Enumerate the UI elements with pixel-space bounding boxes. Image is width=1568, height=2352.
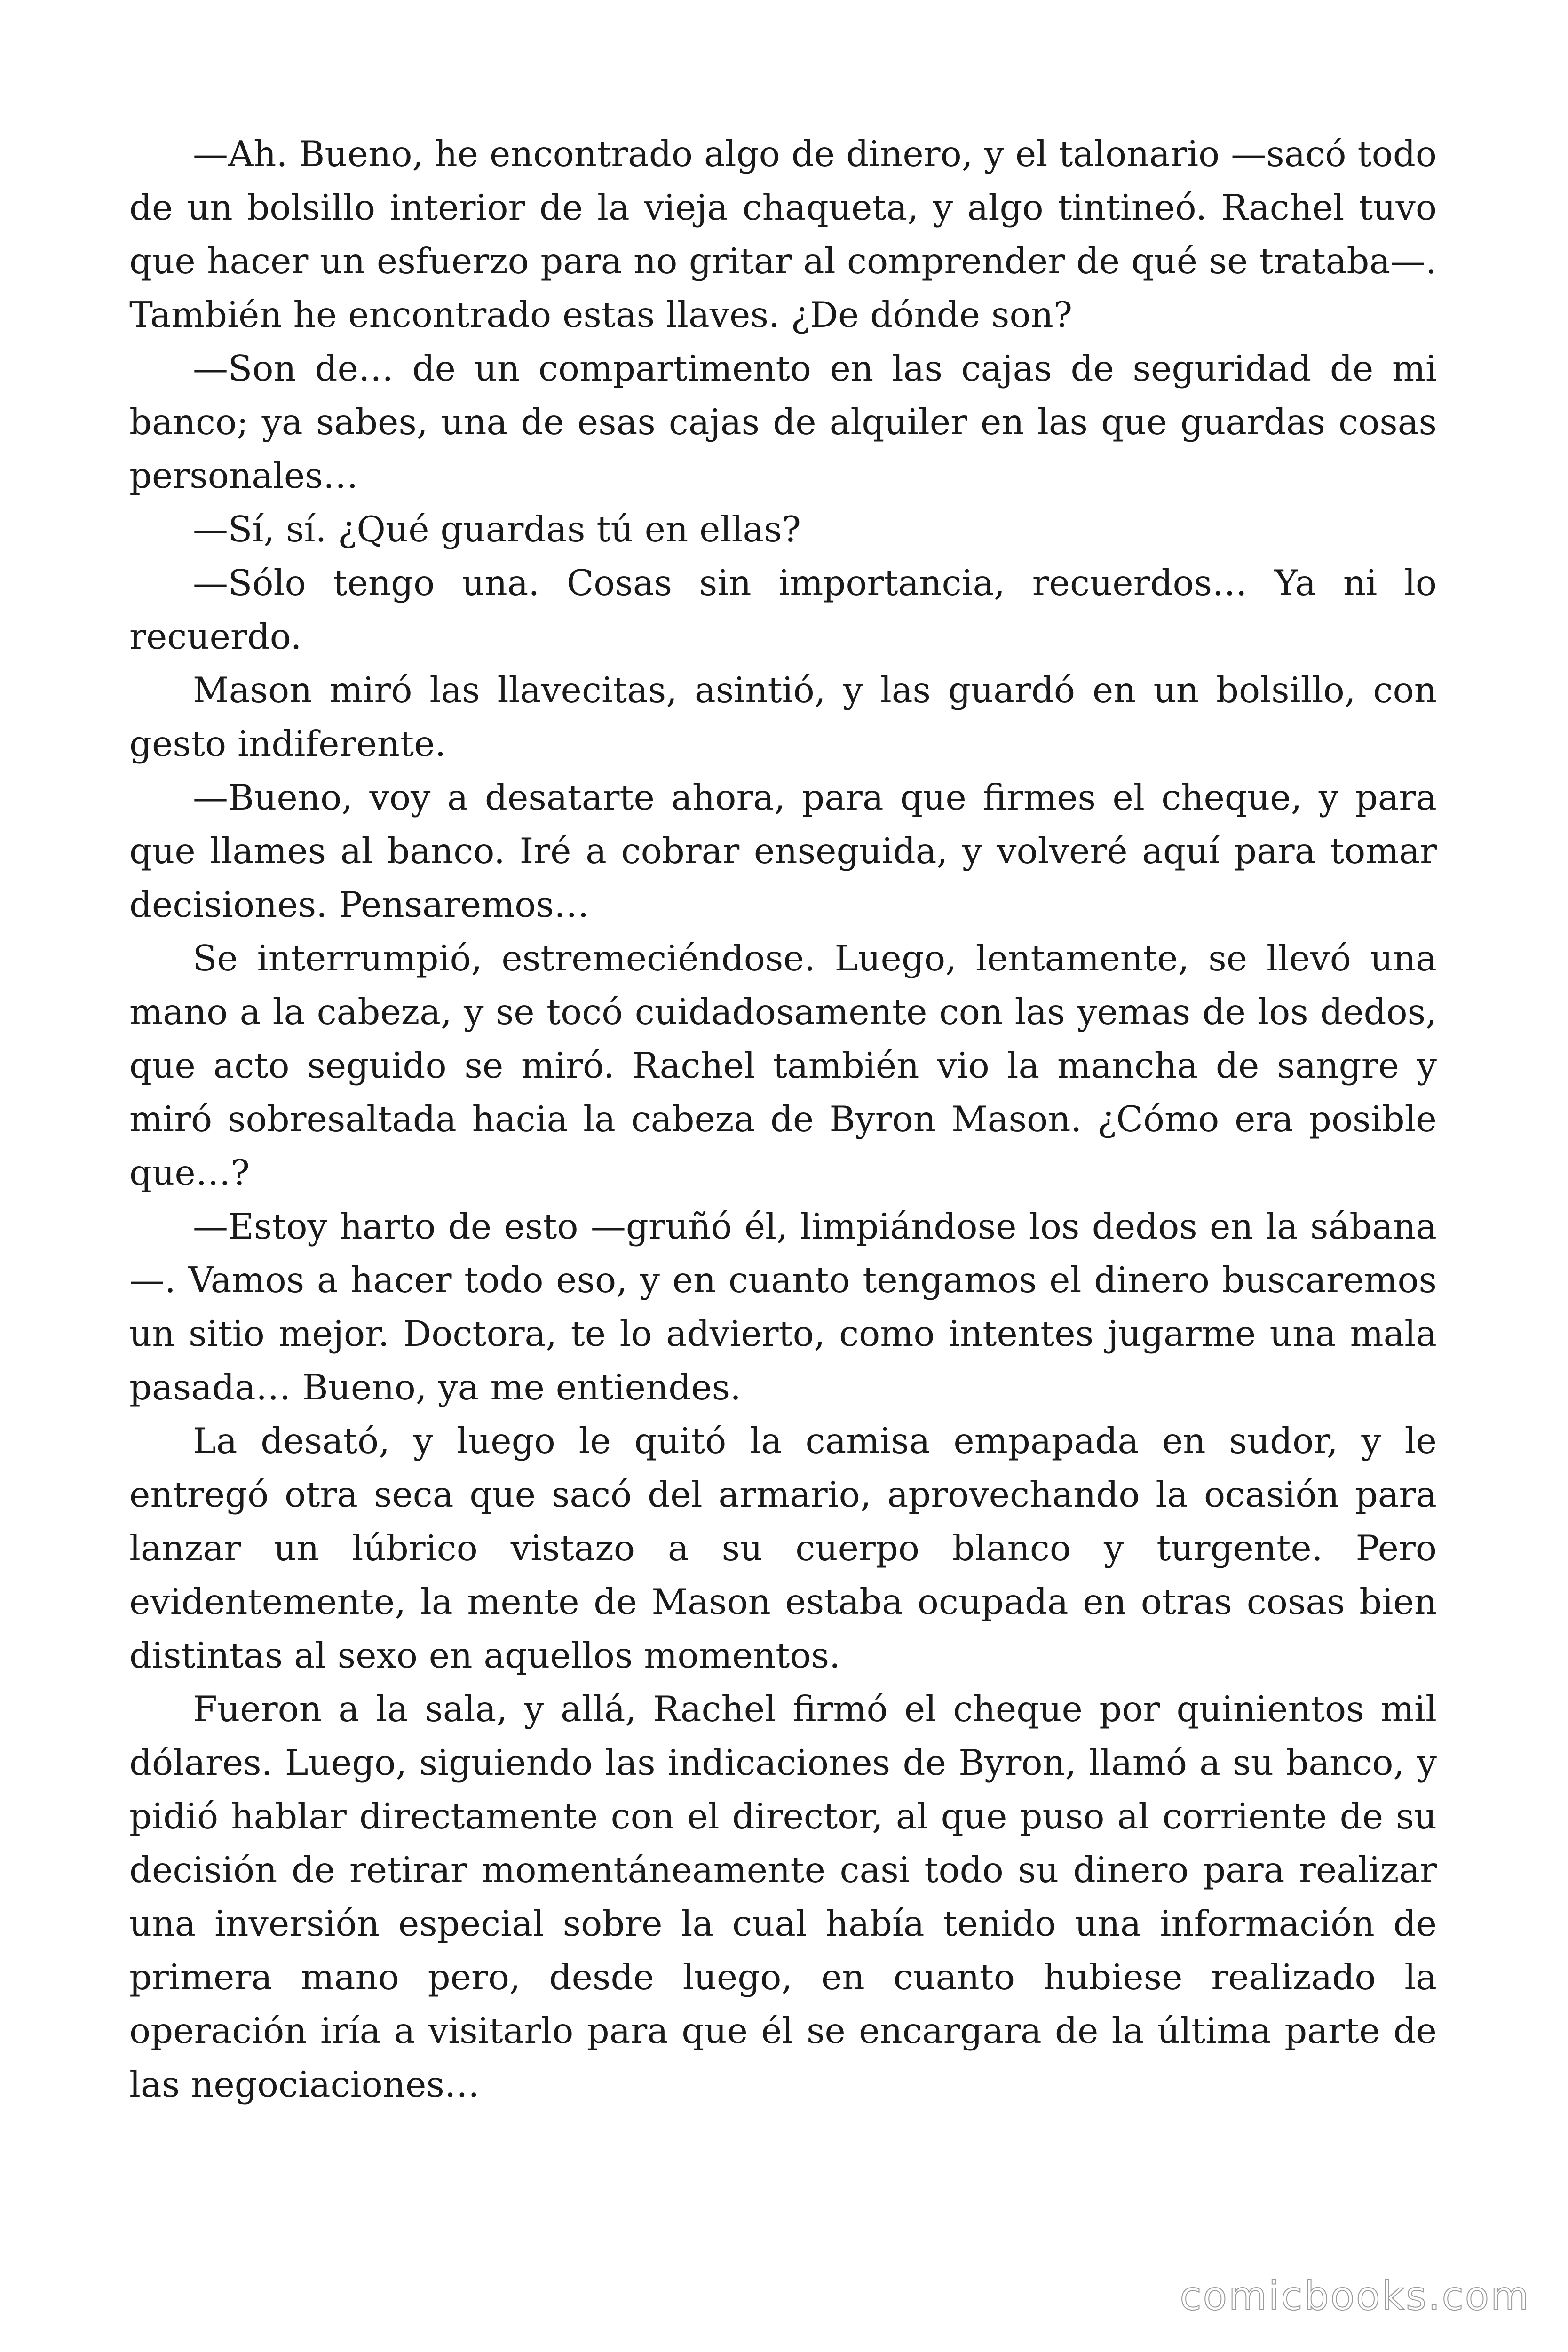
paragraph: Mason miró las llavecitas, asintió, y las guardó en un bolsillo, con gesto indiferente. — [129, 669, 1437, 764]
paragraph: La desató, y luego le quitó la camisa empapada en sudor, y le entregó otra seca que sacó del armario, aprovechando la ocasión para lanzar un lúbrico vistazo a su cuerpo blanco y turgente. Pero evidentemente, la mente de Mason estaba ocupada en otras cosas bien distintas al sexo en aquellos momentos. — [129, 1420, 1437, 1676]
body-text — [129, 127, 1437, 2111]
paragraph: —Son de… de un compartimento en las cajas de seguridad de mi banco; ya sabes, una de esas cajas de alquiler en las que guardas cosas personales… — [129, 348, 1437, 496]
paragraph: —Sí, sí. ¿Qué guardas tú en ellas? — [193, 509, 801, 550]
paragraph: Fueron a la sala, y allá, Rachel firmó el cheque por quinientos mil dólares. Luego, siguiendo las indicaciones de Byron, llamó a su banco, y pidió hablar directamente con el director, al que puso al corriente de su decisión de retirar momentáneamente casi todo su dinero para realizar una inversión especial sobre la cual había tenido una información de primera mano pero, desde luego, en cuanto hubiese realizado la operación iría a visitarlo para que él se encargara de la última parte de las negociaciones… — [129, 1688, 1437, 2105]
paragraph: —Estoy harto de esto —gruñó él, limpiándose los dedos en la sábana—. Vamos a hacer todo eso, y en cuanto tengamos el dinero buscaremos un sitio mejor. Doctora, te lo advierto, como intentes jugarme una mala pasada… Bueno, ya me entiendes. — [129, 1206, 1437, 1408]
paragraph: —Ah. Bueno, he encontrado algo de dinero, y el talonario —sacó todo de un bolsillo interior de la vieja chaqueta, y algo tintineó. Rachel tuvo que hacer un esfuerzo para no gritar al comprender de qué se trataba—. También he encontrado estas llaves. ¿De dónde son? — [129, 133, 1437, 335]
paragraph: —Bueno, voy a desatarte ahora, para que firmes el cheque, y para que llames al banco. Iré a cobrar enseguida, y volveré aquí para tomar decisiones. Pensaremos… — [129, 777, 1437, 925]
paragraph: Se interrumpió, estremeciéndose. Luego, lentamente, se llevó una mano a la cabeza, y se tocó cuidadosamente con las yemas de los dedos, que acto seguido se miró. Rachel también vio la mancha de sangre y miró sobresaltada hacia la cabeza de Byron Mason. ¿Cómo era posible que…? — [129, 938, 1437, 1193]
watermark: comicbooks.com — [1180, 2273, 1530, 2319]
paragraph: —Sólo tengo una. Cosas sin importancia, recuerdos… Ya ni lo recuerdo. — [129, 562, 1437, 657]
